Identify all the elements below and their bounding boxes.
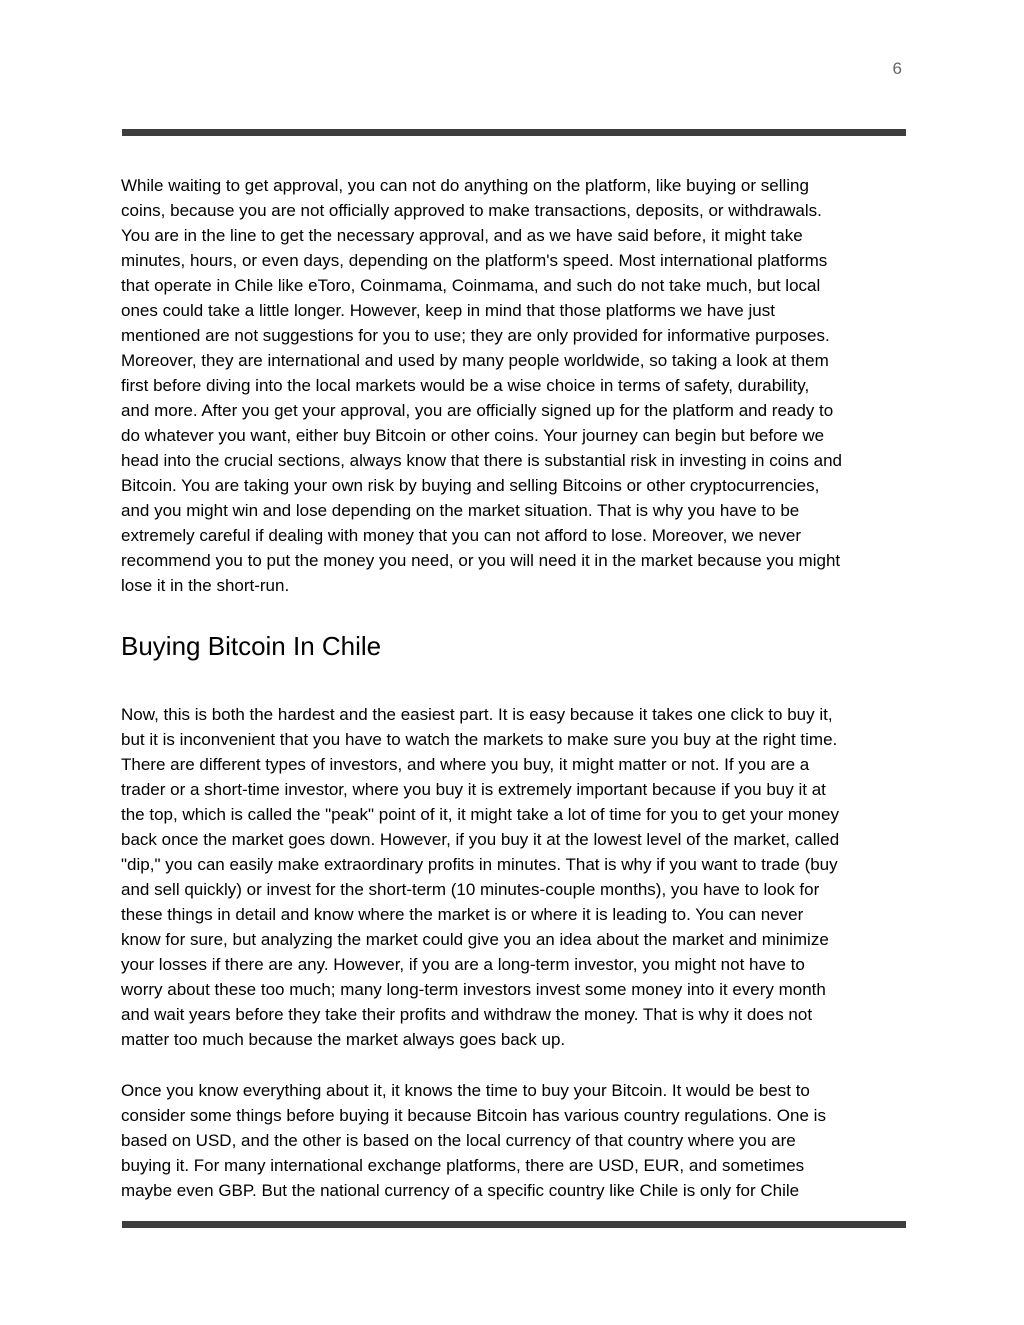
text-line: worry about these too much; many long-term investors invest some money into it every month xyxy=(121,980,826,999)
header-divider xyxy=(122,129,906,136)
text-line: ones could take a little longer. However, keep in mind that those platforms we have just xyxy=(121,301,775,320)
text-line: the top, which is called the "peak" point of it, it might take a lot of time for you to get your money xyxy=(121,805,839,824)
text-line: and wait years before they take their profits and withdraw the money. That is why it does not xyxy=(121,1005,813,1024)
text-line: You are in the line to get the necessary approval, and as we have said before, it might take xyxy=(121,226,803,245)
text-line: first before diving into the local markets would be a wise choice in terms of safety, durability, xyxy=(121,376,810,395)
text-line: and more. After you get your approval, you are officially signed up for the platform and ready to xyxy=(121,401,834,420)
text-line: these things in detail and know where the market is or where it is leading to. You can never xyxy=(121,905,804,924)
text-line: do whatever you want, either buy Bitcoin or other coins. Your journey can begin but before we xyxy=(121,426,825,445)
body-text-section-2 xyxy=(121,702,911,1052)
text-line: matter too much because the market always goes back up. xyxy=(121,1030,566,1049)
paragraph-currency-regulations xyxy=(121,1078,911,1203)
text-line: While waiting to get approval, you can not do anything on the platform, like buying or selling xyxy=(121,176,809,195)
text-line: and you might win and lose depending on the market situation. That is why you have to be xyxy=(121,501,800,520)
paragraph-approval-wait xyxy=(121,173,911,598)
text-line: trader or a short-time investor, where you buy it is extremely important because if you buy it at xyxy=(121,780,826,799)
text-line: Once you know everything about it, it knows the time to buy your Bitcoin. It would be best to xyxy=(121,1081,810,1100)
text-line: minutes, hours, or even days, depending on the platform's speed. Most international platforms xyxy=(121,251,828,270)
text-line: There are different types of investors, and where you buy, it might matter or not. If you are a xyxy=(121,755,810,774)
text-line: based on USD, and the other is based on the local currency of that country where you are xyxy=(121,1131,796,1150)
text-line: extremely careful if dealing with money that you can not afford to lose. Moreover, we never xyxy=(121,526,802,545)
text-line: back once the market goes down. However, if you buy it at the lowest level of the market, called xyxy=(121,830,840,849)
text-line: lose it in the short-run. xyxy=(121,576,290,595)
text-line: coins, because you are not officially approved to make transactions, deposits, or withdrawals. xyxy=(121,201,822,220)
text-line: and sell quickly) or invest for the short-term (10 minutes-couple months), you have to look for xyxy=(121,880,820,899)
body-text-section-3 xyxy=(121,1078,911,1203)
text-line: that operate in Chile like eToro, Coinmama, Coinmama, and such do not take much, but local xyxy=(121,276,821,295)
text-line: consider some things before buying it because Bitcoin has various country regulations. One is xyxy=(121,1106,826,1125)
footer-divider xyxy=(122,1221,906,1228)
text-line: head into the crucial sections, always know that there is substantial risk in investing in coins and xyxy=(121,451,842,470)
text-line: "dip," you can easily make extraordinary profits in minutes. That is why if you want to trade (buy xyxy=(121,855,838,874)
text-line: maybe even GBP. But the national currency of a specific country like Chile is only for Chile xyxy=(121,1181,800,1200)
paragraph-buying-timing xyxy=(121,702,911,1052)
body-text-section-1 xyxy=(121,173,911,598)
text-line: recommend you to put the money you need, or you will need it in the market because you might xyxy=(121,551,841,570)
text-line: but it is inconvenient that you have to watch the markets to make sure you buy at the right time. xyxy=(121,730,838,749)
text-line: Now, this is both the hardest and the easiest part. It is easy because it takes one click to buy it, xyxy=(121,705,833,724)
text-line: buying it. For many international exchange platforms, there are USD, EUR, and sometimes xyxy=(121,1156,805,1175)
text-line: Bitcoin. You are taking your own risk by buying and selling Bitcoins or other cryptocurrencies, xyxy=(121,476,820,495)
text-line: mentioned are not suggestions for you to use; they are only provided for informative purposes. xyxy=(121,326,830,345)
page-number: 6 xyxy=(892,59,902,78)
text-line: your losses if there are any. However, if you are a long-term investor, you might not have to xyxy=(121,955,805,974)
section-heading: Buying Bitcoin In Chile xyxy=(121,631,382,661)
text-line: know for sure, but analyzing the market could give you an idea about the market and minimize xyxy=(121,930,829,949)
text-line: Moreover, they are international and used by many people worldwide, so taking a look at them xyxy=(121,351,829,370)
